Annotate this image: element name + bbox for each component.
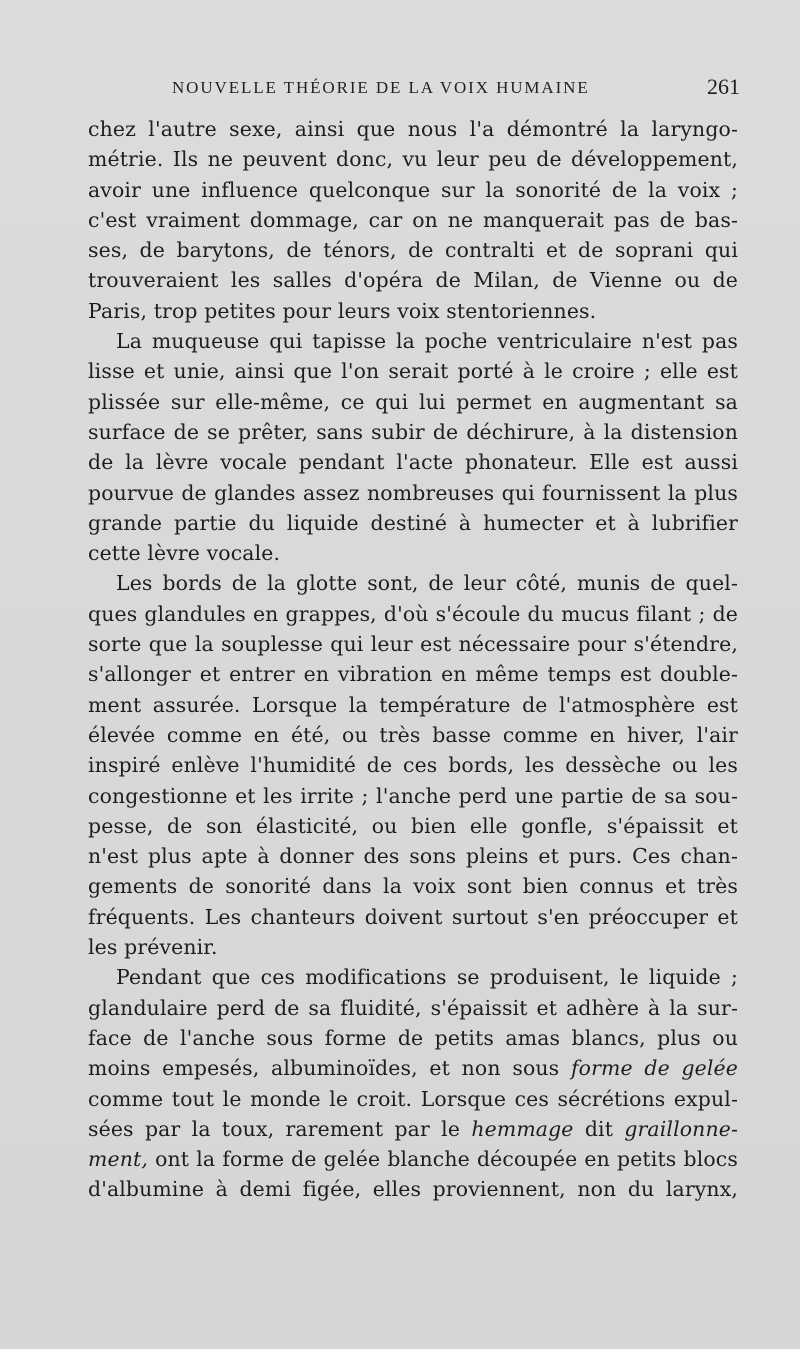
text-segment: sées par la toux, rarement par le <box>88 1116 472 1141</box>
running-title: NOUVELLE THÉORIE DE LA VOIX HUMAINE <box>172 78 590 97</box>
text-line: La muqueuse qui tapisse la poche ventriculaire n'est pas <box>116 329 738 354</box>
text-line: congestionne et les irrite ; l'anche perd une partie de sa sou- <box>88 783 738 808</box>
page-number: 261 <box>707 74 740 99</box>
italic-text: ment, <box>88 1147 148 1172</box>
text-segment: dit <box>573 1116 625 1141</box>
text-line: avoir une influence quelconque sur la sonorité de la voix ; <box>88 177 738 202</box>
text-line: d'albumine à demi figée, elles proviennent, non du larynx, <box>88 1177 738 1202</box>
text-segment: ont la forme de gelée blanche découpée en petits blocs <box>147 1147 738 1172</box>
text-line: comme tout le monde le croit. Lorsque ces sécrétions expul- <box>88 1086 738 1111</box>
text-line: s'allonger et entrer en vibration en même temps est double- <box>88 662 738 687</box>
text-line: Les bords de la glotte sont, de leur côté, munis de quel- <box>116 571 738 596</box>
text-line: gements de sonorité dans la voix sont bien connus et très <box>88 874 738 899</box>
text-line <box>88 1114 738 1144</box>
text-line: ques glandules en grappes, d'où s'écoule du mucus filant ; de <box>88 601 738 626</box>
text-line: les prévenir. <box>88 935 218 960</box>
body-text <box>88 114 738 1205</box>
text-line: cette lèvre vocale. <box>88 541 281 566</box>
text-line: n'est plus apte à donner des sons pleins et purs. Ces chan- <box>88 844 738 869</box>
running-head <box>90 74 740 104</box>
text-line: inspiré enlève l'humidité de ces bords, les dessèche ou les <box>88 753 738 778</box>
text-line: Pendant que ces modifications se produisent, le liquide ; <box>116 965 738 990</box>
text-line: de la lèvre vocale pendant l'acte phonateur. Elle est aussi <box>88 450 738 475</box>
italic-text: graillonne- <box>624 1116 738 1141</box>
italic-text: forme de gelée <box>570 1056 738 1081</box>
text-line: Paris, trop petites pour leurs voix stentoriennes. <box>88 298 597 323</box>
text-line: élevée comme en été, ou très basse comme en hiver, l'air <box>88 722 738 747</box>
text-line: c'est vraiment dommage, car on ne manquerait pas de bas- <box>88 207 738 232</box>
text-line: pourvue de glandes assez nombreuses qui fournissent la plus <box>88 480 738 505</box>
text-line: face de l'anche sous forme de petits amas blancs, plus ou <box>88 1025 738 1050</box>
text-line: plissée sur elle-même, ce qui lui permet en augmentant sa <box>88 389 738 414</box>
text-line: grande partie du liquide destiné à humecter et à lubrifier <box>88 510 738 535</box>
text-line: chez l'autre sexe, ainsi que nous l'a démontré la laryngo- <box>88 117 738 141</box>
text-line: pesse, de son élasticité, ou bien elle gonfle, s'épaissit et <box>88 813 738 838</box>
text-line: métrie. Ils ne peuvent donc, vu leur peu de développement, <box>88 147 738 172</box>
text-line: fréquents. Les chanteurs doivent surtout s'en préoccuper et <box>88 904 738 929</box>
text-line: ment assurée. Lorsque la température de l'atmosphère est <box>88 692 738 717</box>
text-line: lisse et unie, ainsi que l'on serait porté à le croire ; elle est <box>88 359 738 384</box>
text-line: sorte que la souplesse qui leur est nécessaire pour s'étendre, <box>88 632 738 657</box>
text-line: ses, de barytons, de ténors, de contralti et de soprani qui <box>88 238 738 263</box>
italic-text: hemmage <box>471 1116 574 1141</box>
text-line: surface de se prêter, sans subir de déchirure, à la distension <box>88 419 738 444</box>
text-line: glandulaire perd de sa fluidité, s'épaissit et adhère à la sur- <box>88 995 738 1020</box>
text-line: trouveraient les salles d'opéra de Milan, de Vienne ou de <box>88 268 738 293</box>
text-line <box>88 1053 738 1083</box>
text-segment: moins empesés, albuminoïdes, et non sous <box>88 1056 571 1081</box>
text-line <box>88 1144 738 1174</box>
